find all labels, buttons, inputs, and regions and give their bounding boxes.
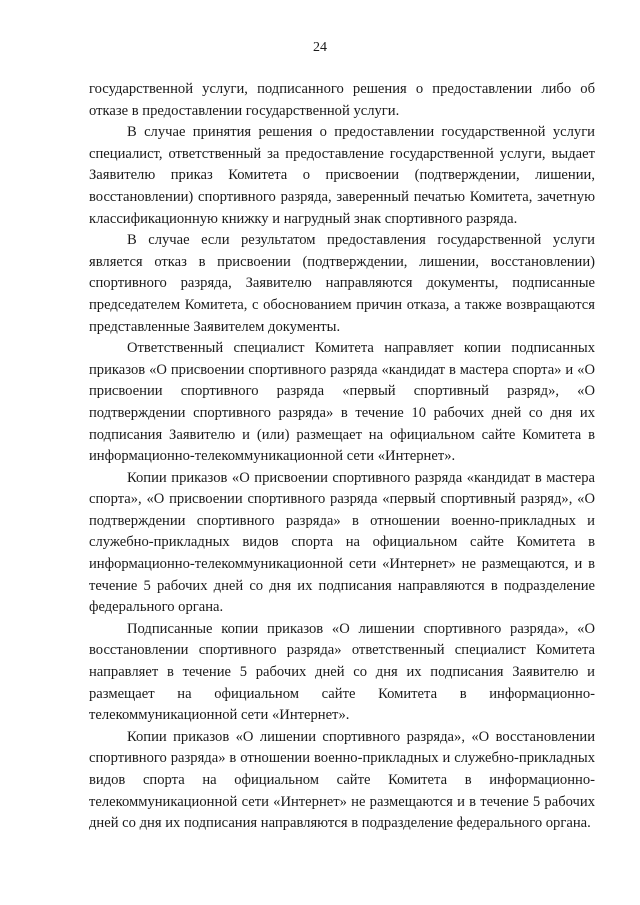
paragraph-refusal: В случае если результатом предоставления государственной услуги является отказ в присвоении (подтверждении, лишении, восстановлении) спортивного разряда, Заявителю направляются документы, подписанные председателем Комитета, с обоснованием причин отказа, а также возвращаются представленные Заявителем документы. [89,232,595,335]
document-body [89,79,595,835]
page-number: 24 [313,40,327,55]
paragraph-orders-sending: Ответственный специалист Комитета направляет копии подписанных приказов «О присвоении спортивного разряда «кандидат в мастера спорта» и «О присвоении спортивного разряда «первый спортивный разряд», «О подтверждении спортивного разряда» в течение 10 рабочих дней со дня их подписания Заявителю и (или) размещает на официальном сайте Комитета в информационно-телекоммуникационной сети «Интернет». [89,340,595,465]
paragraph-deprivation-military: Копии приказов «О лишении спортивного разряда», «О восстановлении спортивного разряда» в отношении военно-прикладных и служебно-прикладных видов спорта на официальном сайте Комитета в информационно-телекоммуникационной сети «Интернет» не размещаются и в течение 5 рабочих дней со дня их подписания направляются в подразделение федерального органа. [89,728,595,832]
paragraph-continuation: государственной услуги, подписанного решения о предоставлении либо об отказе в предоставлении государственной услуги. [89,81,595,119]
paragraph-military-orders: Копии приказов «О присвоении спортивного разряда «кандидат в мастера спорта», «О присвоении спортивного разряда «первый спортивный разряд», «О подтверждении спортивного разряда» в отношении военно-прикладных и служебно-прикладных видов спорта на официальном сайте Комитета в информационно-телекоммуникационной сети «Интернет» не размещаются, и в течение 5 рабочих дней со дня их подписания направляются в подразделение федерального органа. [89,469,595,616]
paragraph-deprivation-orders: Подписанные копии приказов «О лишении спортивного разряда», «О восстановлении спортивного разряда» ответственный специалист Комитета направляет в течение 5 рабочих дней со дня их подписания Заявителю и размещает на официальном сайте Комитета в информационно-телекоммуникационной сети «Интернет». [89,620,595,724]
paragraph-service-decision: В случае принятия решения о предоставлении государственной услуги специалист, ответственный за предоставление государственной услуги, выдает Заявителю приказ Комитета о присвоении (подтверждении, лишении, восстановлении) спортивного разряда, заверенный печатью Комитета, зачетную классификационную книжку и нагрудный знак спортивного разряда. [89,124,595,227]
